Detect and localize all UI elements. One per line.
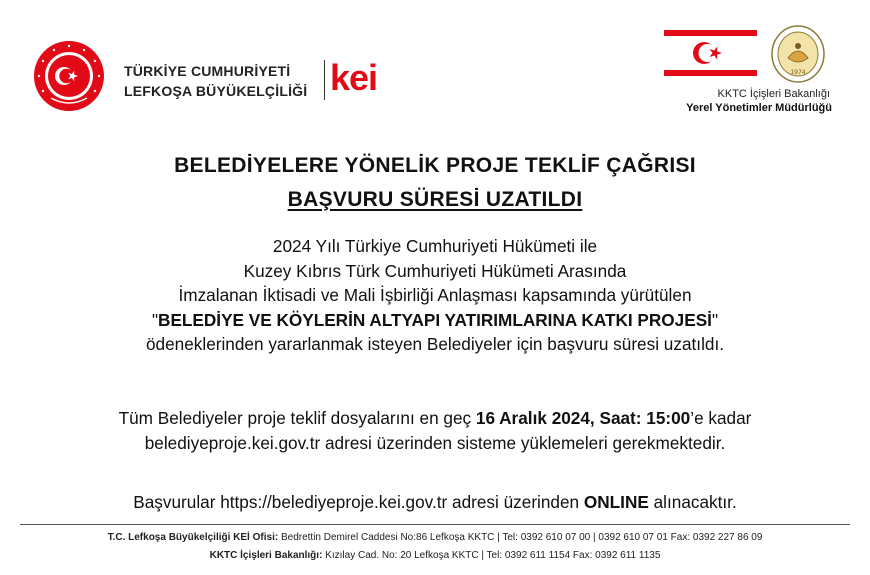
quote-close: " <box>711 309 719 330</box>
header <box>0 0 870 130</box>
embassy-name <box>124 61 307 101</box>
directorate-name: Yerel Yönetimler Müdürlüğü <box>686 102 832 114</box>
body-line-3: İmzalanan İktisadi ve Mali İşbirliği Anlaşması kapsamında yürütülen <box>178 285 692 305</box>
footer-line-2-text: Kızılay Cad. No: 20 Lefkoşa KKTC | Tel: 0392 611 1154 Fax: 0392 611 1135 <box>322 550 661 561</box>
footer-line-2 <box>0 547 870 565</box>
ministry-name: KKTC İçişleri Bakanlığı <box>717 88 830 100</box>
online-emphasis: ONLINE <box>583 492 649 512</box>
announcement-subtitle: BAŞVURU SÜRESİ UZATILDI <box>287 188 583 211</box>
embassy-name-line2: LEFKOŞA BÜYÜKELÇİLİĞİ <box>124 83 308 99</box>
footer-line-1-text: Bedrettin Demirel Caddesi No:86 Lefkoşa KKTC | Tel: 0392 610 07 00 | 0392 610 07 01 Fax: 0392 227 86 09 <box>278 532 763 543</box>
body-line-1: 2024 Yılı Türkiye Cumhuriyeti Hükümeti ile <box>272 236 598 256</box>
project-name: BELEDİYE VE KÖYLERİN ALTYAPI YATIRIMLARINA KATKI PROJESİ <box>158 309 712 330</box>
deadline-section <box>0 406 870 456</box>
online-suffix: alınacaktır. <box>648 492 737 512</box>
logo-divider <box>324 60 325 100</box>
deadline-line-1 <box>0 406 870 431</box>
deadline-date: 16 Aralık 2024, Saat: 15:00 <box>475 408 691 428</box>
footer-line-1 <box>0 529 870 547</box>
online-prefix: Başvurular https://belediyeproje.kei.gov.tr adresi üzerinden <box>133 492 584 512</box>
deadline-suffix: ’e kadar <box>690 408 752 428</box>
quote-open: " <box>151 309 159 330</box>
kei-logo: kei <box>330 57 378 98</box>
footer-line-1-label: T.C. Lefkoşa Büyükelçiliği KEİ Ofisi: <box>107 532 279 543</box>
footer-line-2-label: KKTC İçişleri Bakanlığı: <box>209 550 323 561</box>
announcement-body <box>0 234 870 357</box>
body-line-5: ödeneklerinden yararlanmak isteyen Belediyeler için başvuru süresi uzatıldı. <box>146 334 724 354</box>
embassy-name-line1: TÜRKİYE CUMHURİYETİ <box>124 63 291 79</box>
online-notice <box>0 490 870 514</box>
body-line-2: Kuzey Kıbrıs Türk Cumhuriyeti Hükümeti Arasında <box>243 260 627 281</box>
embassy-seal-icon <box>33 40 105 112</box>
kktc-seal-icon <box>770 24 826 84</box>
announcement-title: BELEDİYELERE YÖNELİK PROJE TEKLİF ÇAĞRISI <box>174 154 696 177</box>
deadline-prefix: Tüm Belediyeler proje teklif dosyalarını en geç <box>118 408 476 428</box>
footer-divider <box>20 524 850 525</box>
body-line-4 <box>0 308 870 333</box>
deadline-line-2: belediyeproje.kei.gov.tr adresi üzerinden sisteme yüklemeleri gerekmektedir. <box>144 433 726 453</box>
footer <box>0 529 870 565</box>
kktc-flag-icon <box>664 27 757 79</box>
svg-text:1974: 1974 <box>790 69 806 76</box>
